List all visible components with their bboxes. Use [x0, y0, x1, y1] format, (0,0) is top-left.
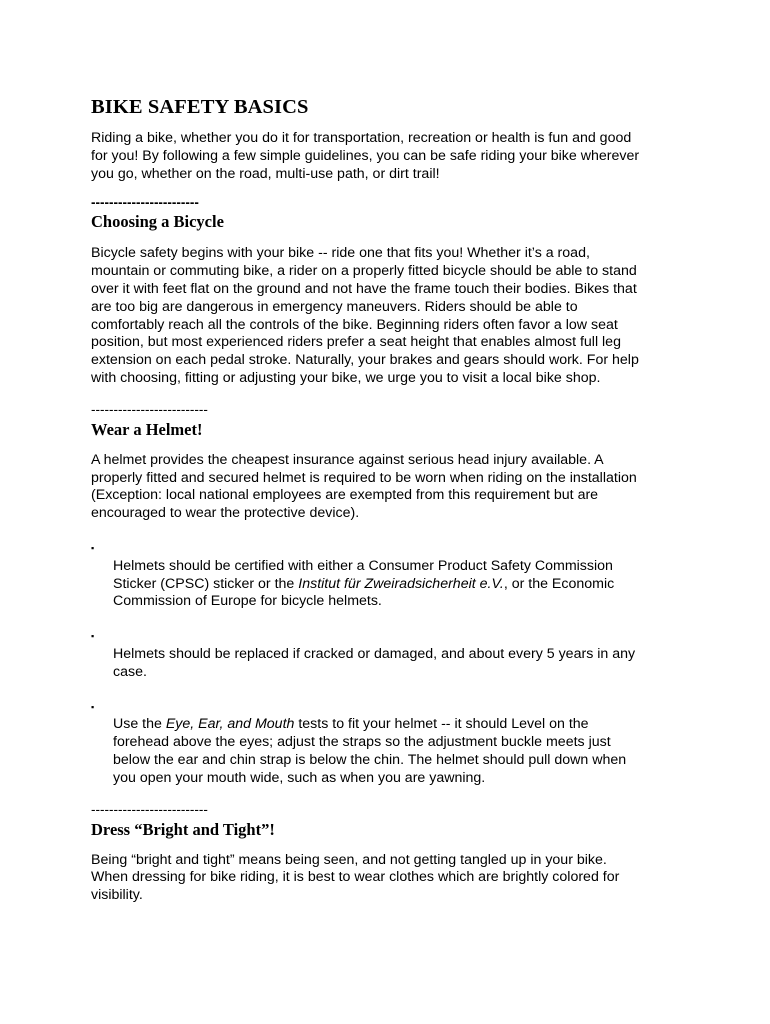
bullet-marker: ▪ [91, 701, 95, 712]
bullet-marker: ▪ [91, 631, 95, 642]
choosing-bicycle-paragraph: Bicycle safety begins with your bike -- ride one that fits you! Whether it’s a road, mountain or commuting bike, a rider on a properly fitted bicycle should be able to stand over it with feet flat on the ground and not have the frame touch their bodies. Bikes that are too big are dangerous in emergency maneuvers. Riders should be able to comfortably reach all the controls of the bike. Beginning riders often favor a low seat position, but most experienced riders prefer a seat height that enables almost full leg extension on each pedal stroke. Naturally, your brakes and gears should work. For help with choosing, fitting or adjusting your bike, we urge you to visit a local bike shop. [91, 245, 639, 386]
document-page [91, 94, 691, 905]
section-divider: ------------------------ [91, 195, 199, 211]
list-item: ▪ Helmets should be replaced if cracked or damaged, and about every 5 years in any case. [91, 628, 691, 681]
intro-paragraph: Riding a bike, whether you do it for transportation, recreation or health is fun and good for you! By following a few simple guidelines, you can be safe riding your bike wherever you go, whether on the road, multi-use path, or dirt trail! [91, 130, 640, 182]
list-item: ▪ Use the Eye, Ear, and Mouth tests to fit your helmet -- it should Level on the forehead above the eyes; adjust the straps so the adjustment buckle meets just below the ear and chin strap is below the chin. The helmet should pull down when you open your mouth wide, such as when you are yawning. [91, 699, 691, 788]
heading-choosing-bicycle: Choosing a Bicycle [91, 212, 224, 232]
list-item: ▪ Helmets should be certified with either a Consumer Product Safety Commission Sticker (CPSC) sticker or the Institut für Zweiradsicherheit e.V., or the Economic Commission of Europe for bicycle helmets. [91, 540, 691, 611]
page-title: BIKE SAFETY BASICS [91, 96, 309, 118]
section-divider: -------------------------- [91, 801, 208, 817]
heading-dress-bright: Dress “Bright and Tight”! [91, 819, 275, 839]
wear-helmet-paragraph: A helmet provides the cheapest insurance against serious head injury available. A properly fitted and secured helmet is required to be worn when riding on the installation (Exception: local national employees are exempted from this requirement but are encouraged to wear the protective device). [91, 451, 637, 522]
section-divider: -------------------------- [91, 401, 208, 417]
heading-wear-helmet: Wear a Helmet! [91, 419, 203, 439]
dress-bright-paragraph: Being “bright and tight” means being seen, and not getting tangled up in your bike. When dressing for bike riding, it is best to wear clothes which are brightly colored for visibility. [91, 851, 620, 904]
helmet-bullet-list [91, 540, 691, 788]
bullet-marker: ▪ [91, 542, 95, 553]
